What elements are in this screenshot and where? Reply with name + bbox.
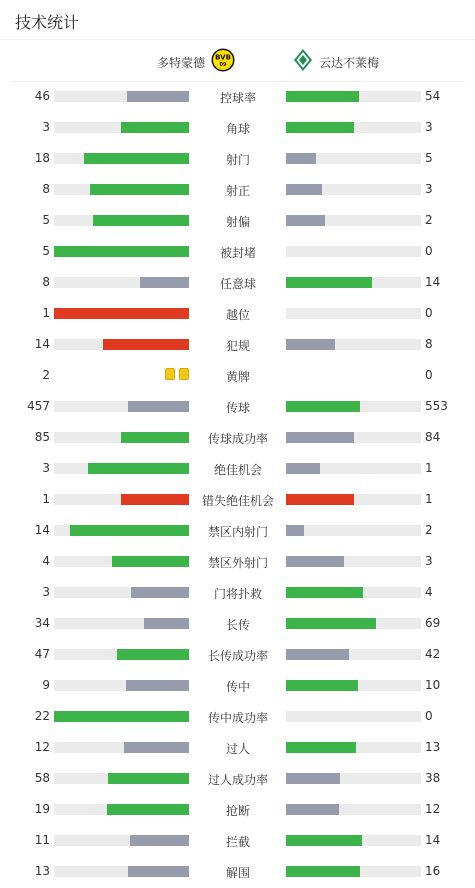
away-bar-fill xyxy=(286,277,372,288)
away-bar-fill xyxy=(286,649,349,660)
away-bar-track xyxy=(286,184,421,195)
home-bar-track xyxy=(54,91,189,102)
stat-row xyxy=(0,329,475,360)
away-bar-track xyxy=(286,866,421,877)
stat-row xyxy=(0,763,475,794)
home-value: 58 xyxy=(34,771,50,785)
home-value: 8 xyxy=(42,182,50,196)
home-bar-fill xyxy=(121,494,189,505)
away-bar-track xyxy=(286,432,421,443)
away-bar-fill xyxy=(286,525,304,536)
home-team[interactable] xyxy=(157,44,235,80)
away-bar-track xyxy=(286,277,421,288)
home-bar-track xyxy=(54,246,189,257)
stat-row xyxy=(0,546,475,577)
home-bar-fill xyxy=(128,866,189,877)
home-bar-track xyxy=(54,649,189,660)
home-bar-fill xyxy=(54,246,189,257)
away-bar-fill xyxy=(286,773,340,784)
away-bar-track xyxy=(286,215,421,226)
away-bar-track xyxy=(286,711,421,722)
home-bar-track xyxy=(54,122,189,133)
home-value: 4 xyxy=(42,554,50,568)
home-bar-track xyxy=(54,153,189,164)
stat-label: 任意球 xyxy=(219,277,256,291)
away-bar-track xyxy=(286,308,421,319)
away-bar-track xyxy=(286,494,421,505)
away-bar-track xyxy=(286,742,421,753)
home-bar-fill xyxy=(90,184,189,195)
home-value: 12 xyxy=(34,740,50,754)
away-value: 3 xyxy=(425,120,433,134)
stat-label: 禁区内射门 xyxy=(207,525,268,539)
home-bar-track xyxy=(54,432,189,443)
away-value: 8 xyxy=(425,337,433,351)
home-value: 14 xyxy=(34,523,50,537)
stat-row xyxy=(0,391,475,422)
away-value: 0 xyxy=(425,306,433,320)
yellow-card-icon xyxy=(179,368,189,380)
away-bar-track xyxy=(286,618,421,629)
away-bar-fill xyxy=(286,680,358,691)
home-bar-track xyxy=(54,742,189,753)
away-value: 69 xyxy=(425,616,441,630)
away-bar-fill xyxy=(286,556,344,567)
home-bar-track xyxy=(54,277,189,288)
home-bar-fill xyxy=(70,525,189,536)
away-bar-track xyxy=(286,835,421,846)
home-bar-fill xyxy=(54,711,189,722)
away-bar-fill xyxy=(286,804,339,815)
home-value: 9 xyxy=(42,678,50,692)
away-value: 10 xyxy=(425,678,441,692)
home-bar-track xyxy=(54,339,189,350)
away-value: 0 xyxy=(425,709,433,723)
home-logo-text-top: BVB xyxy=(215,53,231,62)
away-bar-track xyxy=(286,401,421,412)
away-team-name: 云达不莱梅 xyxy=(319,55,380,70)
stat-row xyxy=(0,360,475,391)
away-bar-track xyxy=(286,463,421,474)
stat-row xyxy=(0,422,475,453)
away-bar-track xyxy=(286,339,421,350)
home-value: 3 xyxy=(42,461,50,475)
home-bar-fill xyxy=(130,835,189,846)
away-bar-fill xyxy=(286,215,325,226)
stat-row xyxy=(0,639,475,670)
away-value: 42 xyxy=(425,647,441,661)
stat-label: 拦截 xyxy=(225,835,250,849)
home-bar-fill xyxy=(126,680,189,691)
stat-row xyxy=(0,608,475,639)
away-bar-track xyxy=(286,91,421,102)
away-value: 14 xyxy=(425,833,441,847)
stat-row xyxy=(0,298,475,329)
home-bar-track xyxy=(54,463,189,474)
stat-label: 犯规 xyxy=(225,339,250,353)
stat-label: 传球成功率 xyxy=(207,432,268,446)
stat-row xyxy=(0,825,475,856)
away-value: 84 xyxy=(425,430,441,444)
away-bar-track xyxy=(286,525,421,536)
home-bar-fill xyxy=(128,401,189,412)
home-bar-fill xyxy=(127,91,189,102)
stat-row xyxy=(0,112,475,143)
stat-row xyxy=(0,205,475,236)
stat-label: 越位 xyxy=(225,308,250,322)
stat-label: 射门 xyxy=(225,153,250,167)
away-value: 3 xyxy=(425,182,433,196)
stat-label: 射偏 xyxy=(225,215,250,229)
home-value: 457 xyxy=(27,399,50,413)
away-value: 4 xyxy=(425,585,433,599)
away-bar-track xyxy=(286,556,421,567)
home-bar-fill xyxy=(144,618,189,629)
away-bar-track xyxy=(286,587,421,598)
home-value: 46 xyxy=(34,89,50,103)
away-bar-fill xyxy=(286,91,359,102)
away-value: 0 xyxy=(425,244,433,258)
away-bar-fill xyxy=(286,494,354,505)
home-bar-track xyxy=(54,184,189,195)
home-bar-track xyxy=(54,804,189,815)
stat-row xyxy=(0,236,475,267)
stats-list xyxy=(0,81,475,887)
home-value: 18 xyxy=(34,151,50,165)
stat-row xyxy=(0,856,475,887)
away-bar-track xyxy=(286,122,421,133)
home-bar-fill xyxy=(108,773,189,784)
stat-label: 传球 xyxy=(225,401,250,415)
bvb-crest-icon xyxy=(211,48,235,76)
away-bar-track xyxy=(286,804,421,815)
home-value: 8 xyxy=(42,275,50,289)
stat-label: 解围 xyxy=(225,866,250,880)
away-team[interactable] xyxy=(293,44,379,80)
home-value: 5 xyxy=(42,244,50,258)
stat-row xyxy=(0,174,475,205)
stat-label: 长传成功率 xyxy=(207,649,268,663)
home-bar-track xyxy=(54,308,189,319)
away-value: 2 xyxy=(425,523,433,537)
werder-diamond-icon xyxy=(293,48,313,76)
home-bar-fill xyxy=(54,308,189,319)
stat-row xyxy=(0,577,475,608)
away-value: 553 xyxy=(425,399,448,413)
stat-label: 控球率 xyxy=(219,91,256,105)
yellow-card-icon xyxy=(165,368,175,380)
home-bar-fill xyxy=(93,215,189,226)
home-value: 34 xyxy=(34,616,50,630)
section-title: 技术统计 xyxy=(15,13,80,32)
home-bar-fill xyxy=(121,122,189,133)
away-bar-fill xyxy=(286,432,354,443)
away-bar-fill xyxy=(286,618,376,629)
away-bar-track xyxy=(286,246,421,257)
stat-row xyxy=(0,453,475,484)
away-bar-fill xyxy=(286,587,363,598)
home-bar-fill xyxy=(112,556,189,567)
home-bar-track xyxy=(54,618,189,629)
stat-label: 过人 xyxy=(225,742,250,756)
home-value: 47 xyxy=(34,647,50,661)
away-bar-fill xyxy=(286,122,354,133)
home-bar-fill xyxy=(84,153,189,164)
home-bar-track xyxy=(54,680,189,691)
team-header xyxy=(0,44,475,80)
away-bar-track xyxy=(286,649,421,660)
away-value: 54 xyxy=(425,89,441,103)
home-value: 19 xyxy=(34,802,50,816)
away-value: 2 xyxy=(425,213,433,227)
away-value: 13 xyxy=(425,740,441,754)
away-value: 16 xyxy=(425,864,441,878)
home-bar-fill xyxy=(121,432,189,443)
home-bar-fill xyxy=(131,587,189,598)
away-bar-track xyxy=(286,773,421,784)
stat-row xyxy=(0,701,475,732)
home-bar-track xyxy=(54,556,189,567)
home-value: 2 xyxy=(42,368,50,382)
home-value: 22 xyxy=(34,709,50,723)
home-bar-track xyxy=(54,773,189,784)
away-bar-fill xyxy=(286,184,322,195)
stat-label: 门将扑救 xyxy=(213,587,262,601)
away-bar-track xyxy=(286,153,421,164)
away-value: 1 xyxy=(425,461,433,475)
stat-label: 传中成功率 xyxy=(207,711,268,725)
stat-label: 过人成功率 xyxy=(207,773,268,787)
home-value: 1 xyxy=(42,492,50,506)
away-bar-fill xyxy=(286,742,356,753)
home-bar-track xyxy=(54,711,189,722)
stat-row xyxy=(0,484,475,515)
home-value: 3 xyxy=(42,120,50,134)
stat-label: 射正 xyxy=(225,184,250,198)
away-value: 12 xyxy=(425,802,441,816)
home-value: 3 xyxy=(42,585,50,599)
stat-label: 禁区外射门 xyxy=(207,556,268,570)
away-value: 1 xyxy=(425,492,433,506)
home-bar-track xyxy=(54,401,189,412)
away-value: 38 xyxy=(425,771,441,785)
stat-row xyxy=(0,794,475,825)
away-bar-fill xyxy=(286,339,335,350)
away-value: 5 xyxy=(425,151,433,165)
home-bar-fill xyxy=(103,339,189,350)
home-value: 14 xyxy=(34,337,50,351)
away-bar-fill xyxy=(286,866,360,877)
home-bar-fill xyxy=(117,649,189,660)
away-bar-fill xyxy=(286,153,316,164)
away-value: 14 xyxy=(425,275,441,289)
home-bar-track xyxy=(54,835,189,846)
home-bar-track xyxy=(54,494,189,505)
stat-label: 错失绝佳机会 xyxy=(201,494,274,508)
home-bar-track xyxy=(54,866,189,877)
home-bar-track xyxy=(54,525,189,536)
home-value: 1 xyxy=(42,306,50,320)
stat-row xyxy=(0,670,475,701)
stat-row xyxy=(0,732,475,763)
away-bar-fill xyxy=(286,835,362,846)
home-bar-track xyxy=(54,587,189,598)
stat-label: 被封堵 xyxy=(219,246,256,260)
home-bar-fill xyxy=(124,742,189,753)
home-value: 13 xyxy=(34,864,50,878)
stat-label: 抢断 xyxy=(225,804,250,818)
away-bar-fill xyxy=(286,463,320,474)
stat-label: 角球 xyxy=(225,122,250,136)
stat-row xyxy=(0,143,475,174)
home-logo-text-bottom: 09 xyxy=(219,62,227,68)
home-team-name: 多特蒙德 xyxy=(156,55,205,70)
stat-label: 黄牌 xyxy=(225,370,250,384)
stat-row xyxy=(0,267,475,298)
away-value: 3 xyxy=(425,554,433,568)
stat-label: 绝佳机会 xyxy=(213,463,262,477)
stat-label: 长传 xyxy=(225,618,250,632)
home-yellow-cards xyxy=(54,368,189,382)
stat-label: 传中 xyxy=(225,680,250,694)
home-bar-track xyxy=(54,215,189,226)
home-value: 5 xyxy=(42,213,50,227)
home-value: 11 xyxy=(34,833,50,847)
home-bar-fill xyxy=(107,804,189,815)
home-value: 85 xyxy=(34,430,50,444)
divider xyxy=(0,39,475,40)
away-value: 0 xyxy=(425,368,433,382)
home-bar-fill xyxy=(140,277,189,288)
away-bar-fill xyxy=(286,401,360,412)
away-bar-track xyxy=(286,680,421,691)
stat-row xyxy=(0,81,475,112)
home-bar-fill xyxy=(88,463,189,474)
stat-row xyxy=(0,515,475,546)
